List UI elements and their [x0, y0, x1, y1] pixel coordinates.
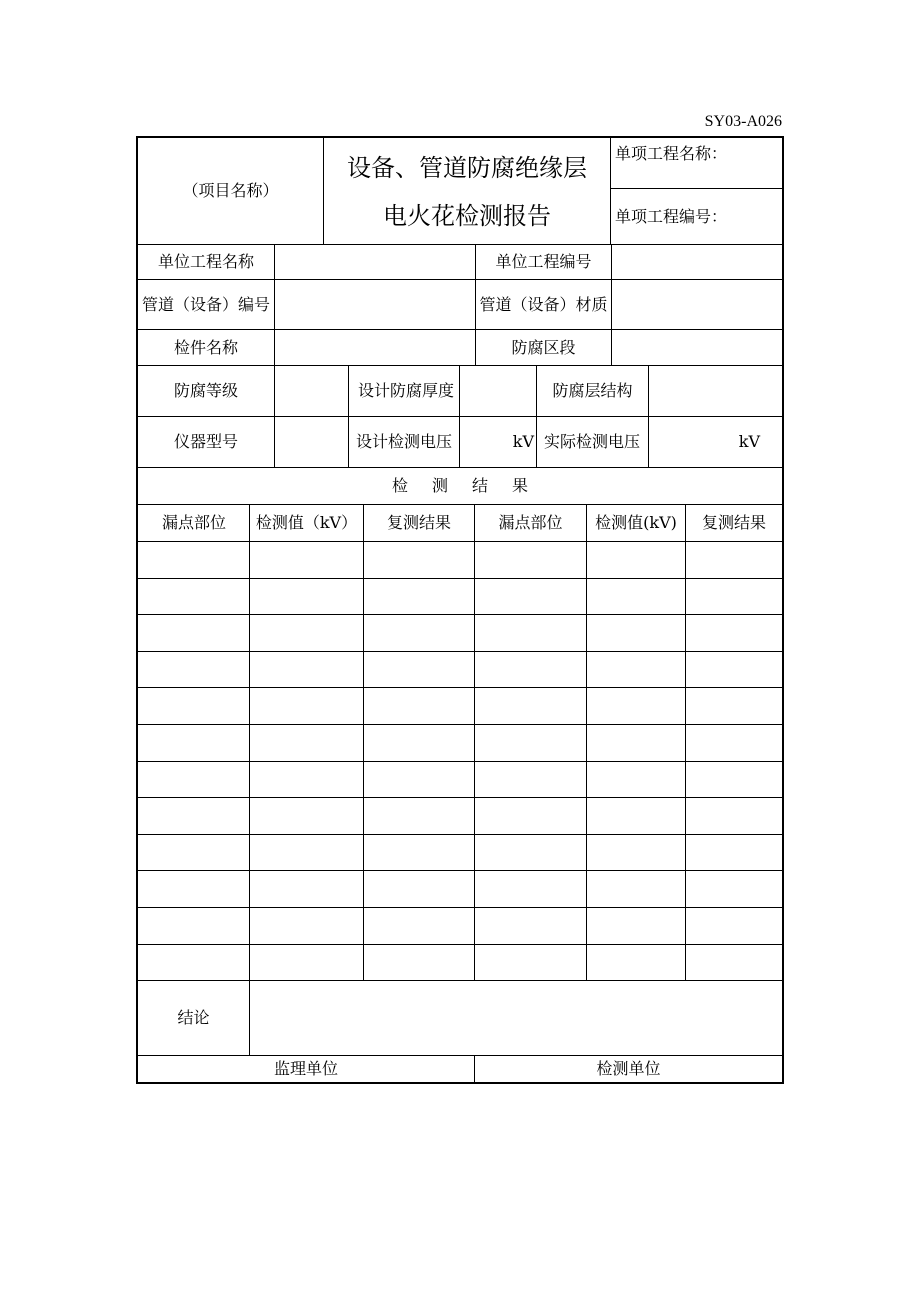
- results-table-cell[interactable]: [475, 908, 586, 944]
- results-table-cell[interactable]: [475, 798, 586, 834]
- results-table-cell[interactable]: [587, 542, 685, 578]
- report-form: [136, 136, 784, 1084]
- results-table-cell[interactable]: [587, 798, 685, 834]
- results-table-cell[interactable]: [250, 688, 363, 724]
- report-title-line2: 电火花检测报告: [383, 202, 551, 230]
- results-table-cell[interactable]: [364, 762, 474, 798]
- results-table-cell[interactable]: [139, 542, 249, 578]
- unit-project-name-label: 单位工程名称: [157, 252, 254, 271]
- results-table-cell[interactable]: [250, 798, 363, 834]
- results-table-cell[interactable]: [475, 725, 586, 761]
- results-table-cell[interactable]: [250, 652, 363, 688]
- supervisor-unit-label: 监理单位: [273, 1059, 338, 1078]
- pipe-material-value[interactable]: [612, 280, 782, 329]
- results-table-cell[interactable]: [475, 945, 586, 981]
- instrument-model-value[interactable]: [275, 417, 348, 467]
- design-thickness-value[interactable]: [460, 366, 536, 416]
- report-title: [324, 142, 610, 242]
- conclusion-value[interactable]: [250, 981, 782, 1055]
- results-table-cell[interactable]: [139, 579, 249, 615]
- actual-voltage-unit: kV: [738, 432, 760, 451]
- conclusion-label: 结论: [177, 1008, 210, 1027]
- results-table-cell[interactable]: [250, 725, 363, 761]
- single-project-number-label: 单项工程编号：: [615, 206, 728, 226]
- results-table-cell[interactable]: [364, 871, 474, 907]
- instrument-model-label: 仪器型号: [173, 432, 238, 451]
- single-project-name-cell: [611, 138, 782, 188]
- results-table-cell[interactable]: [587, 945, 685, 981]
- results-table-cell[interactable]: [139, 615, 249, 651]
- results-table-cell[interactable]: [364, 945, 474, 981]
- design-thickness-label: 设计防腐厚度: [357, 381, 454, 400]
- results-table-cell[interactable]: [364, 542, 474, 578]
- results-column-header: 复测结果: [701, 513, 766, 532]
- anticorrosion-grade-value[interactable]: [275, 366, 348, 416]
- results-table-cell[interactable]: [686, 945, 782, 981]
- anticorrosion-section-value[interactable]: [612, 330, 782, 365]
- results-table-cell[interactable]: [475, 615, 586, 651]
- results-table-cell[interactable]: [686, 652, 782, 688]
- results-table-cell[interactable]: [364, 652, 474, 688]
- results-table-cell[interactable]: [139, 871, 249, 907]
- results-heading: 检测结果: [391, 476, 552, 495]
- results-table-cell[interactable]: [686, 725, 782, 761]
- results-table-cell[interactable]: [139, 688, 249, 724]
- results-table-cell[interactable]: [686, 762, 782, 798]
- results-table-cell[interactable]: [587, 579, 685, 615]
- coating-structure-value[interactable]: [649, 366, 782, 416]
- single-project-number-cell: [611, 189, 782, 244]
- results-table-cell[interactable]: [686, 615, 782, 651]
- results-table-cell[interactable]: [686, 542, 782, 578]
- results-column-header: 漏点部位: [498, 513, 563, 532]
- pipe-number-value[interactable]: [275, 280, 475, 329]
- results-table-cell[interactable]: [250, 542, 363, 578]
- results-table-cell[interactable]: [475, 871, 586, 907]
- results-table-cell[interactable]: [250, 762, 363, 798]
- results-table-cell[interactable]: [475, 688, 586, 724]
- unit-project-number-value[interactable]: [612, 245, 782, 279]
- results-table-cell[interactable]: [587, 615, 685, 651]
- results-table-cell[interactable]: [139, 652, 249, 688]
- inspection-item-name-value[interactable]: [275, 330, 475, 365]
- results-column-header: 检测值（kV）: [255, 513, 358, 532]
- single-project-name-label: 单项工程名称：: [615, 144, 728, 163]
- results-table-cell[interactable]: [364, 688, 474, 724]
- results-table-cell[interactable]: [364, 615, 474, 651]
- results-table-cell[interactable]: [250, 835, 363, 871]
- results-column-header: 漏点部位: [161, 513, 226, 532]
- pipe-number-label: 管道（设备）编号: [141, 295, 270, 314]
- project-name-label: （项目名称）: [182, 181, 279, 200]
- results-table-cell[interactable]: [139, 762, 249, 798]
- results-table-cell[interactable]: [587, 652, 685, 688]
- results-table-cell[interactable]: [364, 835, 474, 871]
- results-column-header: 检测值(kV): [595, 513, 677, 532]
- results-table-cell[interactable]: [139, 725, 249, 761]
- results-column-header: 复测结果: [386, 513, 451, 532]
- coating-structure-label: 防腐层结构: [552, 381, 633, 400]
- report-title-line1: 设备、管道防腐绝缘层: [347, 154, 587, 182]
- results-table-cell[interactable]: [587, 725, 685, 761]
- actual-test-voltage-value[interactable]: [649, 417, 782, 467]
- results-table-cell[interactable]: [686, 908, 782, 944]
- results-table-cell[interactable]: [587, 835, 685, 871]
- design-voltage-unit: kV: [512, 432, 534, 451]
- results-table-cell[interactable]: [139, 798, 249, 834]
- results-table-cell[interactable]: [364, 908, 474, 944]
- results-table-cell[interactable]: [587, 762, 685, 798]
- results-table-cell[interactable]: [686, 579, 782, 615]
- results-table-cell[interactable]: [364, 798, 474, 834]
- results-table-cell[interactable]: [686, 871, 782, 907]
- results-table-cell[interactable]: [250, 945, 363, 981]
- anticorrosion-grade-label: 防腐等级: [173, 381, 238, 400]
- pipe-material-label: 管道（设备）材质: [479, 295, 608, 314]
- results-table-cell[interactable]: [364, 725, 474, 761]
- results-table-cell[interactable]: [139, 835, 249, 871]
- design-test-voltage-label: 设计检测电压: [355, 432, 452, 451]
- results-table-cell[interactable]: [364, 579, 474, 615]
- project-name-cell: [138, 138, 323, 244]
- results-table-cell[interactable]: [139, 945, 249, 981]
- results-table-cell[interactable]: [250, 908, 363, 944]
- results-table-cell[interactable]: [475, 835, 586, 871]
- results-table-cell[interactable]: [250, 579, 363, 615]
- unit-project-name-value[interactable]: [275, 245, 475, 279]
- results-table-cell[interactable]: [686, 688, 782, 724]
- results-table-cell[interactable]: [587, 688, 685, 724]
- results-table-cell[interactable]: [250, 871, 363, 907]
- inspection-item-name-label: 检件名称: [173, 337, 238, 357]
- inspection-unit-label: 检测单位: [596, 1059, 661, 1078]
- results-table-cell[interactable]: [475, 542, 586, 578]
- results-table-cell[interactable]: [686, 835, 782, 871]
- form-code: SY03-A026: [704, 113, 782, 130]
- design-test-voltage-value[interactable]: [460, 417, 536, 467]
- unit-project-number-label: 单位工程编号: [495, 252, 592, 271]
- anticorrosion-section-label: 防腐区段: [511, 337, 576, 357]
- actual-test-voltage-label: 实际检测电压: [543, 432, 640, 451]
- results-table-cell[interactable]: [686, 798, 782, 834]
- results-table-cell[interactable]: [475, 762, 586, 798]
- results-table-cell[interactable]: [139, 908, 249, 944]
- results-table-cell[interactable]: [250, 615, 363, 651]
- results-table-cell[interactable]: [475, 652, 586, 688]
- results-table-cell[interactable]: [587, 908, 685, 944]
- results-table-cell[interactable]: [587, 871, 685, 907]
- results-table-cell[interactable]: [475, 579, 586, 615]
